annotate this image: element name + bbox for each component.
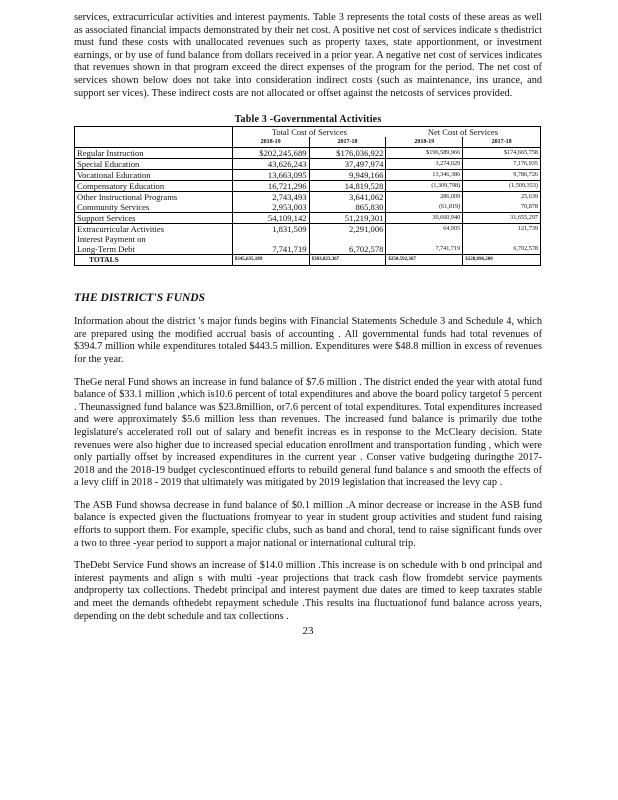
cell: $196,589,966: [386, 148, 463, 159]
row-label: Compensatory Education: [75, 181, 233, 192]
cell: 7,741,719: [232, 244, 309, 255]
cell: [386, 234, 463, 244]
cell: 121,739: [463, 224, 541, 235]
row-label: Community Services: [77, 202, 150, 213]
cell: 31,655,297: [463, 213, 541, 224]
row-label: Interest Payment on: [77, 234, 146, 245]
cell: (1,309,798): [386, 181, 463, 192]
cell: 3,274,029: [386, 159, 463, 170]
document-page: [74, 12, 542, 637]
table-row: [75, 170, 541, 181]
year-header: 2018-19: [386, 137, 463, 148]
cell: 14,819,528: [309, 181, 386, 192]
year-header: 2017-18: [463, 137, 541, 148]
cell: 7,176,935: [463, 159, 541, 170]
cell: [309, 234, 386, 244]
table-row: [75, 181, 541, 192]
cell: 286,009: [386, 192, 463, 203]
cell: 64,905: [386, 224, 463, 235]
cell: 13,346,386: [386, 170, 463, 181]
cell: 13,663,095: [232, 170, 309, 181]
table-row: [75, 234, 541, 244]
cell: 865,830: [309, 202, 386, 213]
table-group-header-row: [75, 127, 541, 138]
net-cost-header: Net Cost of Services: [427, 127, 499, 138]
row-label: Special Education: [75, 159, 233, 170]
body-paragraph: Information about the district 's major funds begins with Financial Statements Schedule 3 and Schedule 4, which are prepared using the modified accrual basis of accounting . All governmental funds had total revenues of $394.7 million while expenditures totaled $443.5 million. Expenditures were $48.8 million in excess of revenues for the year.: [74, 316, 542, 365]
total-label: TOTALS: [75, 255, 233, 266]
page-number: 23: [302, 625, 314, 638]
table-row: [75, 224, 541, 235]
cell: 6,702,578: [463, 244, 541, 255]
cell: $174,665,758: [463, 148, 541, 159]
cell: 1,831,509: [232, 224, 309, 235]
body-paragraph: TheDebt Service Fund shows an increase of $14.0 million .This increase is on schedule with b ond principal and interest payments and align s with multi -year projections that track cash flow fromdebt service payments andproperty tax collections. Thedebt principal and interest payment due dates are timed to keep taxrates stable and meet the demands ofthedebt repayment schedule .This results ina fluctuationof fund balance across years, depending on the debt schedule and tax collections .: [74, 560, 542, 622]
total-cost-header: Total Cost of Services: [232, 127, 386, 138]
row-label: Regular Instruction: [77, 148, 144, 159]
cell: 2,291,006: [309, 224, 386, 235]
cell: 70,878: [463, 202, 541, 213]
body-paragraph: TheGe neral Fund shows an increase in fund balance of $7.6 million . The district ended the year with atotal fund balance of $33.1 million ,which is10.6 percent of total expenditures and above the board policy targetof 5 percent . Theunassigned fund balance was $23.8million, or7.6 percent of total expenditures. Total expenditures increased and were approximately $5.6 million less than revenues. The increased fund balance is primarily due tothe legislature's accelerated roll out of salary and benefit increas es in response to the McCleary decision. State revenues were also higher due to increased special education enrollment and transportation funding , which were only partially offset by increased expenditures in the current year . Conser vative budgeting duringthe 2017- 2018 and the 2018-19 budget cyclescontinued efforts to rebuild general fund balance s and smooth the effects of a levy cliff in 2018 - 2019 that ultimately was mitigated by 2019 legislation that increased the levy cap .: [74, 376, 542, 489]
total-cell: $250,592,367: [386, 255, 463, 266]
year-header: 2017-18: [309, 137, 386, 148]
row-label: Extracurricular Activities: [75, 224, 233, 235]
cell: (1,509,353): [463, 181, 541, 192]
cell: $176,036,922: [309, 148, 386, 159]
cell: 3,641,062: [309, 192, 386, 203]
row-label: Vocational Education: [75, 170, 233, 181]
table-total-row: [75, 255, 541, 266]
cell: [232, 234, 309, 244]
governmental-activities-table: [74, 126, 541, 266]
cell: 30,660,940: [386, 213, 463, 224]
intro-paragraph: services, extracurricular activities and interest payments. Table 3 represents the total costs of these areas as well as associated financial impacts demonstrated by their net cost. A positive net cost of services indicate s thedistrict must fund these costs with unallocated revenues such as property taxes, state apportionment, or investment earnings, or by use of fund balance from dollars received in a prior year. A negative net cost of services indicates that revenues shown in that program exceed the direct expenses of the program for the period. The net cost of services shown below does not take into consideration indirect costs (such as maintenance, ins urance, and support ser vices). These indirect costs are not allocated or offset against the netcosts of services provided.: [74, 12, 542, 99]
table-row: [75, 148, 541, 159]
cell: 25,639: [463, 192, 541, 203]
cell: 43,626,243: [232, 159, 309, 170]
total-cell: $345,635,189: [232, 255, 309, 266]
table-row: [75, 202, 541, 213]
section-heading: THE DISTRICT'S FUNDS: [74, 292, 206, 305]
cell: 2,953,003: [232, 202, 309, 213]
table-row: [75, 159, 541, 170]
cell: 2,743,493: [232, 192, 309, 203]
row-label: Support Services: [75, 213, 233, 224]
row-label: Other Instructional Programs: [75, 192, 233, 203]
body-paragraph: The ASB Fund showsa decrease in fund balance of $0.1 million .A minor decrease or increase in the ASB fund balance is expected given the fluctuations fromyear to year in student group activities and student fund raising efforts to support them. For example, specific clubs, such as band and choral, tend to raise significant funds over a two to three -year period to support a major national or international cultural trip.: [74, 499, 542, 549]
table-caption: Table 3 -Governmental Activities: [234, 114, 382, 126]
cell: $202,245,689: [232, 148, 309, 159]
table-year-row: [75, 137, 541, 148]
cell: 37,497,974: [309, 159, 386, 170]
total-cell: $228,696,200: [463, 255, 541, 266]
cell: 9,949,166: [309, 170, 386, 181]
cell: 16,721,296: [232, 181, 309, 192]
cell: 9,786,726: [463, 170, 541, 181]
table-row: [75, 192, 541, 203]
year-header: 2018-19: [232, 137, 309, 148]
total-cell: $303,023,367: [309, 255, 386, 266]
cell: 7,741,719: [386, 244, 463, 255]
cell: [463, 234, 541, 244]
row-label: Long-Term Debt: [77, 244, 135, 255]
cell: 54,109,142: [232, 213, 309, 224]
cell: 6,702,578: [309, 244, 386, 255]
cell: 51,219,301: [309, 213, 386, 224]
cell: (61,819): [386, 202, 463, 213]
table-row: [75, 213, 541, 224]
table-row: [75, 244, 541, 255]
